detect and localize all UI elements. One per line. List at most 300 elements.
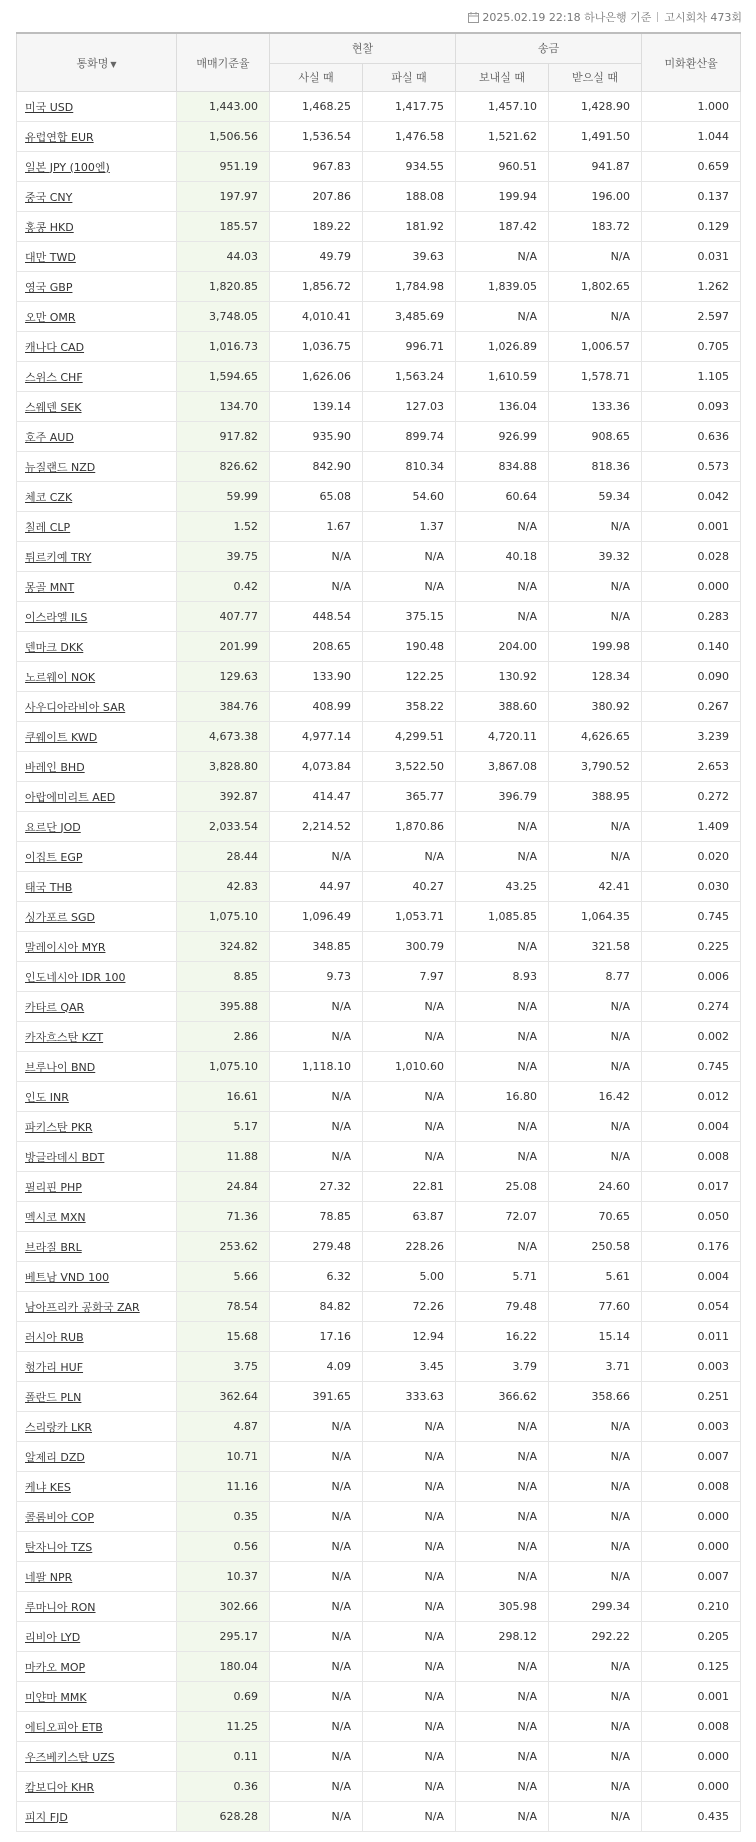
usd-rate-cell: 0.003 [642, 1352, 741, 1382]
usd-rate-cell: 0.125 [642, 1652, 741, 1682]
base-rate-cell: 0.69 [177, 1682, 270, 1712]
currency-link[interactable]: 카자흐스탄 KZT [25, 1030, 104, 1044]
currency-link[interactable]: 이집트 EGP [25, 850, 83, 864]
currency-link[interactable]: 인도 INR [25, 1090, 69, 1104]
usd-rate-cell: 0.267 [642, 692, 741, 722]
remit-send-cell: N/A [456, 1232, 549, 1262]
cash-sell-cell: 365.77 [363, 782, 456, 812]
table-row [17, 722, 741, 752]
currency-link[interactable]: 태국 THB [25, 880, 73, 894]
cash-buy-cell: 1,036.75 [270, 332, 363, 362]
cash-buy-cell: 1,468.25 [270, 92, 363, 122]
base-rate-cell: 10.71 [177, 1442, 270, 1472]
cash-buy-cell: N/A [270, 1712, 363, 1742]
currency-link[interactable]: 아랍에미리트 AED [25, 790, 116, 804]
cash-buy-cell: 17.16 [270, 1322, 363, 1352]
currency-link[interactable]: 쿠웨이트 KWD [25, 730, 98, 744]
currency-link[interactable]: 남아프리카 공화국 ZAR [25, 1300, 140, 1314]
remit-receive-cell: 39.32 [549, 542, 642, 572]
usd-rate-cell: 1.409 [642, 812, 741, 842]
table-row [17, 362, 741, 392]
base-rate-cell: 42.83 [177, 872, 270, 902]
base-rate-cell: 3,748.05 [177, 302, 270, 332]
currency-link[interactable]: 루마니아 RON [25, 1600, 96, 1614]
currency-name-cell [17, 1772, 177, 1802]
remit-receive-cell: 380.92 [549, 692, 642, 722]
currency-link[interactable]: 우즈베키스탄 UZS [25, 1750, 115, 1764]
remit-send-cell: 1,085.85 [456, 902, 549, 932]
notice-date: 2025.02.19 22:18 [482, 10, 581, 24]
remit-send-cell: 130.92 [456, 662, 549, 692]
remit-send-cell: N/A [456, 572, 549, 602]
remit-receive-cell: N/A [549, 1052, 642, 1082]
currency-link[interactable]: 캐나다 CAD [25, 340, 85, 354]
currency-link[interactable]: 방글라데시 BDT [25, 1150, 105, 1164]
remit-receive-cell: N/A [549, 1712, 642, 1742]
cash-buy-cell: N/A [270, 1472, 363, 1502]
base-rate-cell: 1.52 [177, 512, 270, 542]
currency-name-cell [17, 1502, 177, 1532]
remit-receive-cell: N/A [549, 1112, 642, 1142]
table-row [17, 1352, 741, 1382]
base-rate-cell: 362.64 [177, 1382, 270, 1412]
currency-link[interactable]: 멕시코 MXN [25, 1210, 86, 1224]
table-row [17, 1742, 741, 1772]
cash-sell-cell: 1,010.60 [363, 1052, 456, 1082]
usd-rate-cell: 0.030 [642, 872, 741, 902]
remit-send-cell: N/A [456, 1802, 549, 1832]
cash-sell-cell: N/A [363, 1502, 456, 1532]
remit-send-cell: 8.93 [456, 962, 549, 992]
remit-send-cell: N/A [456, 812, 549, 842]
usd-rate-cell: 0.000 [642, 1502, 741, 1532]
usd-rate-cell: 0.001 [642, 512, 741, 542]
table-row [17, 1052, 741, 1082]
currency-link[interactable]: 대만 TWD [25, 250, 76, 264]
remit-send-cell: N/A [456, 1442, 549, 1472]
table-row [17, 152, 741, 182]
currency-name-cell [17, 1652, 177, 1682]
base-rate-cell: 302.66 [177, 1592, 270, 1622]
currency-link[interactable]: 오만 OMR [25, 310, 76, 324]
remit-send-cell: 1,026.89 [456, 332, 549, 362]
currency-link[interactable]: 헝가리 HUF [25, 1360, 84, 1374]
cash-sell-cell: 181.92 [363, 212, 456, 242]
currency-link[interactable]: 말레이시아 MYR [25, 940, 106, 954]
usd-rate-cell: 0.000 [642, 1772, 741, 1802]
base-rate-cell: 1,075.10 [177, 1052, 270, 1082]
cash-sell-cell: 1,784.98 [363, 272, 456, 302]
base-rate-cell: 3,828.80 [177, 752, 270, 782]
base-rate-cell: 0.35 [177, 1502, 270, 1532]
remit-send-cell: N/A [456, 1742, 549, 1772]
table-row [17, 1382, 741, 1412]
header-currency[interactable]: 통화명 ▼ [17, 33, 177, 92]
cash-buy-cell: 1,536.54 [270, 122, 363, 152]
usd-rate-cell: 0.705 [642, 332, 741, 362]
remit-receive-cell: N/A [549, 1802, 642, 1832]
cash-buy-cell: N/A [270, 542, 363, 572]
remit-send-cell: 199.94 [456, 182, 549, 212]
currency-link[interactable]: 유럽연합 EUR [25, 130, 94, 144]
remit-send-cell: 72.07 [456, 1202, 549, 1232]
usd-rate-cell: 0.007 [642, 1442, 741, 1472]
cash-sell-cell: N/A [363, 1592, 456, 1622]
base-rate-cell: 1,443.00 [177, 92, 270, 122]
remit-send-cell: 25.08 [456, 1172, 549, 1202]
currency-link[interactable]: 칠레 CLP [25, 520, 71, 534]
remit-send-cell: N/A [456, 1052, 549, 1082]
remit-send-cell: 40.18 [456, 542, 549, 572]
currency-link[interactable]: 필리핀 PHP [25, 1180, 82, 1194]
currency-link[interactable]: 싱가포르 SGD [25, 910, 95, 924]
remit-receive-cell: N/A [549, 512, 642, 542]
remit-receive-cell: 59.34 [549, 482, 642, 512]
cash-sell-cell: 1,563.24 [363, 362, 456, 392]
currency-name-cell [17, 962, 177, 992]
table-row [17, 302, 741, 332]
remit-send-cell: 16.22 [456, 1322, 549, 1352]
cash-buy-cell: N/A [270, 1022, 363, 1052]
remit-receive-cell: 77.60 [549, 1292, 642, 1322]
cash-sell-cell: 7.97 [363, 962, 456, 992]
currency-link[interactable]: 미얀마 MMK [25, 1690, 87, 1704]
remit-receive-cell: 42.41 [549, 872, 642, 902]
currency-link[interactable]: 호주 AUD [25, 430, 74, 444]
table-row [17, 1712, 741, 1742]
base-rate-cell: 0.56 [177, 1532, 270, 1562]
usd-rate-cell: 2.597 [642, 302, 741, 332]
cash-sell-cell: 333.63 [363, 1382, 456, 1412]
currency-name-cell [17, 92, 177, 122]
remit-send-cell: N/A [456, 602, 549, 632]
remit-receive-cell: N/A [549, 1772, 642, 1802]
remit-receive-cell: 3,790.52 [549, 752, 642, 782]
remit-send-cell: 388.60 [456, 692, 549, 722]
currency-name-cell [17, 992, 177, 1022]
currency-name-cell [17, 1352, 177, 1382]
currency-link[interactable]: 에티오피아 ETB [25, 1720, 103, 1734]
remit-receive-cell: 388.95 [549, 782, 642, 812]
cash-buy-cell: N/A [270, 1772, 363, 1802]
cash-sell-cell: N/A [363, 1562, 456, 1592]
currency-name-cell [17, 152, 177, 182]
remit-receive-cell: 128.34 [549, 662, 642, 692]
table-row [17, 272, 741, 302]
currency-link[interactable]: 마카오 MOP [25, 1660, 86, 1674]
usd-rate-cell: 0.042 [642, 482, 741, 512]
currency-link[interactable]: 사우디아라비아 SAR [25, 700, 126, 714]
remit-receive-cell: 1,578.71 [549, 362, 642, 392]
currency-link[interactable]: 영국 GBP [25, 280, 73, 294]
remit-send-cell: N/A [456, 1472, 549, 1502]
remit-receive-cell: N/A [549, 842, 642, 872]
usd-rate-cell: 0.090 [642, 662, 741, 692]
sort-down-icon[interactable]: ▼ [110, 59, 117, 69]
usd-rate-cell: 0.028 [642, 542, 741, 572]
usd-rate-cell: 1.262 [642, 272, 741, 302]
currency-link[interactable]: 튀르키예 TRY [25, 550, 92, 564]
currency-link[interactable]: 이스라엘 ILS [25, 610, 88, 624]
currency-link[interactable]: 캄보디아 KHR [25, 1780, 95, 1794]
currency-link[interactable]: 피지 FJD [25, 1810, 68, 1824]
table-row [17, 1022, 741, 1052]
cash-buy-cell: N/A [270, 1082, 363, 1112]
remit-send-cell: N/A [456, 1712, 549, 1742]
cash-buy-cell: N/A [270, 992, 363, 1022]
cash-buy-cell: 935.90 [270, 422, 363, 452]
cash-sell-cell: 190.48 [363, 632, 456, 662]
remit-send-cell: 3,867.08 [456, 752, 549, 782]
currency-link[interactable]: 노르웨이 NOK [25, 670, 96, 684]
base-rate-cell: 4.87 [177, 1412, 270, 1442]
remit-receive-cell: 1,428.90 [549, 92, 642, 122]
currency-link[interactable]: 홍콩 HKD [25, 220, 74, 234]
base-rate-cell: 3.75 [177, 1352, 270, 1382]
header-remit-send: 보내실 때 [456, 63, 549, 92]
currency-link[interactable]: 탄자니아 TZS [25, 1540, 93, 1554]
remit-receive-cell: 292.22 [549, 1622, 642, 1652]
currency-name-cell [17, 872, 177, 902]
cash-sell-cell: 996.71 [363, 332, 456, 362]
cash-buy-cell: 967.83 [270, 152, 363, 182]
cash-buy-cell: N/A [270, 1502, 363, 1532]
remit-send-cell: 1,457.10 [456, 92, 549, 122]
usd-rate-cell: 0.004 [642, 1262, 741, 1292]
currency-link[interactable]: 뉴질랜드 NZD [25, 460, 96, 474]
cash-sell-cell: 72.26 [363, 1292, 456, 1322]
currency-link[interactable]: 알제리 DZD [25, 1450, 85, 1464]
remit-send-cell: N/A [456, 1652, 549, 1682]
table-row [17, 242, 741, 272]
remit-send-cell: N/A [456, 1412, 549, 1442]
remit-receive-cell: N/A [549, 1502, 642, 1532]
base-rate-cell: 295.17 [177, 1622, 270, 1652]
usd-rate-cell: 0.000 [642, 572, 741, 602]
table-row [17, 1322, 741, 1352]
currency-name-cell [17, 1682, 177, 1712]
base-rate-cell: 15.68 [177, 1322, 270, 1352]
base-rate-cell: 180.04 [177, 1652, 270, 1682]
usd-rate-cell: 0.003 [642, 1412, 741, 1442]
cash-sell-cell: 3,522.50 [363, 752, 456, 782]
base-rate-cell: 24.84 [177, 1172, 270, 1202]
currency-link[interactable]: 미국 USD [25, 100, 74, 114]
usd-rate-cell: 3.239 [642, 722, 741, 752]
currency-link[interactable]: 브루나이 BND [25, 1060, 96, 1074]
remit-receive-cell: 24.60 [549, 1172, 642, 1202]
cash-sell-cell: 375.15 [363, 602, 456, 632]
currency-link[interactable]: 인도네시아 IDR 100 [25, 970, 126, 984]
currency-link[interactable]: 카타르 QAR [25, 1000, 85, 1014]
currency-link[interactable]: 요르단 JOD [25, 820, 81, 834]
currency-link[interactable]: 체코 CZK [25, 490, 73, 504]
table-row [17, 1112, 741, 1142]
base-rate-cell: 951.19 [177, 152, 270, 182]
usd-rate-cell: 1.000 [642, 92, 741, 122]
usd-rate-cell: 0.011 [642, 1322, 741, 1352]
cash-buy-cell: 4,010.41 [270, 302, 363, 332]
table-row [17, 482, 741, 512]
header-base-rate: 매매기준율 [177, 33, 270, 92]
usd-rate-cell: 2.653 [642, 752, 741, 782]
table-row [17, 422, 741, 452]
currency-link[interactable]: 바레인 BHD [25, 760, 85, 774]
table-row [17, 1292, 741, 1322]
remit-receive-cell: N/A [549, 992, 642, 1022]
cash-buy-cell: 139.14 [270, 392, 363, 422]
remit-receive-cell: 908.65 [549, 422, 642, 452]
remit-send-cell: 960.51 [456, 152, 549, 182]
usd-rate-cell: 0.000 [642, 1742, 741, 1772]
currency-link[interactable]: 몽골 MNT [25, 580, 75, 594]
table-row [17, 902, 741, 932]
cash-buy-cell: 84.82 [270, 1292, 363, 1322]
usd-rate-cell: 0.745 [642, 1052, 741, 1082]
usd-rate-cell: 0.006 [642, 962, 741, 992]
currency-link[interactable]: 브라질 BRL [25, 1240, 82, 1254]
cash-sell-cell: N/A [363, 542, 456, 572]
remit-receive-cell: N/A [549, 1472, 642, 1502]
currency-link[interactable]: 중국 CNY [25, 190, 73, 204]
remit-send-cell: 298.12 [456, 1622, 549, 1652]
remit-receive-cell: 299.34 [549, 1592, 642, 1622]
table-row [17, 812, 741, 842]
table-row [17, 572, 741, 602]
cash-buy-cell: N/A [270, 1562, 363, 1592]
currency-link[interactable]: 스웨덴 SEK [25, 400, 82, 414]
remit-receive-cell: 3.71 [549, 1352, 642, 1382]
base-rate-cell: 2.86 [177, 1022, 270, 1052]
cash-sell-cell: N/A [363, 1112, 456, 1142]
cash-buy-cell: 1,856.72 [270, 272, 363, 302]
base-rate-cell: 11.16 [177, 1472, 270, 1502]
remit-send-cell: N/A [456, 512, 549, 542]
table-row [17, 782, 741, 812]
remit-send-cell: N/A [456, 1682, 549, 1712]
currency-link[interactable]: 스리랑카 LKR [25, 1420, 92, 1434]
currency-link[interactable]: 러시아 RUB [25, 1330, 84, 1344]
cash-sell-cell: 934.55 [363, 152, 456, 182]
cash-buy-cell: N/A [270, 1442, 363, 1472]
currency-name-cell [17, 1592, 177, 1622]
currency-link[interactable]: 스위스 CHF [25, 370, 83, 384]
remit-receive-cell: N/A [549, 1652, 642, 1682]
cash-buy-cell: 49.79 [270, 242, 363, 272]
remit-receive-cell: 8.77 [549, 962, 642, 992]
base-rate-cell: 0.11 [177, 1742, 270, 1772]
currency-link[interactable]: 리비아 LYD [25, 1630, 81, 1644]
cash-sell-cell: 1,053.71 [363, 902, 456, 932]
cash-buy-cell: N/A [270, 1412, 363, 1442]
remit-send-cell: 926.99 [456, 422, 549, 452]
remit-send-cell: N/A [456, 1772, 549, 1802]
remit-send-cell: N/A [456, 242, 549, 272]
table-row [17, 1442, 741, 1472]
currency-name-cell [17, 1052, 177, 1082]
currency-link[interactable]: 파키스탄 PKR [25, 1120, 93, 1134]
currency-link[interactable]: 일본 JPY (100엔) [25, 160, 110, 174]
currency-link[interactable]: 덴마크 DKK [25, 640, 84, 654]
cash-buy-cell: N/A [270, 572, 363, 602]
table-row [17, 332, 741, 362]
table-row [17, 1652, 741, 1682]
currency-name-cell [17, 632, 177, 662]
cash-sell-cell: N/A [363, 1472, 456, 1502]
table-row [17, 1472, 741, 1502]
cash-sell-cell: 1,417.75 [363, 92, 456, 122]
base-rate-cell: 392.87 [177, 782, 270, 812]
remit-send-cell: 834.88 [456, 452, 549, 482]
table-row [17, 542, 741, 572]
usd-rate-cell: 0.020 [642, 842, 741, 872]
base-rate-cell: 1,820.85 [177, 272, 270, 302]
usd-rate-cell: 0.093 [642, 392, 741, 422]
usd-rate-cell: 0.001 [642, 1682, 741, 1712]
cash-sell-cell: 1,476.58 [363, 122, 456, 152]
usd-rate-cell: 0.008 [642, 1142, 741, 1172]
currency-name-cell [17, 722, 177, 752]
notice-bank: 하나은행 기준 [584, 11, 652, 24]
cash-buy-cell: N/A [270, 1142, 363, 1172]
cash-sell-cell: N/A [363, 1082, 456, 1112]
base-rate-cell: 71.36 [177, 1202, 270, 1232]
cash-sell-cell: N/A [363, 1802, 456, 1832]
remit-receive-cell: 250.58 [549, 1232, 642, 1262]
table-row [17, 602, 741, 632]
cash-buy-cell: 842.90 [270, 452, 363, 482]
base-rate-cell: 0.36 [177, 1772, 270, 1802]
table-row [17, 1202, 741, 1232]
table-row [17, 122, 741, 152]
currency-link[interactable]: 폴란드 PLN [25, 1390, 82, 1404]
header-remit: 송금 [456, 33, 642, 63]
currency-name-cell [17, 812, 177, 842]
cash-buy-cell: 27.32 [270, 1172, 363, 1202]
currency-link[interactable]: 베트남 VND 100 [25, 1270, 110, 1284]
header-remit-receive: 받으실 때 [549, 63, 642, 92]
currency-name-cell [17, 782, 177, 812]
currency-name-cell [17, 1712, 177, 1742]
table-row [17, 512, 741, 542]
remit-send-cell: 136.04 [456, 392, 549, 422]
cash-buy-cell: 414.47 [270, 782, 363, 812]
base-rate-cell: 129.63 [177, 662, 270, 692]
usd-rate-cell: 1.044 [642, 122, 741, 152]
usd-rate-cell: 0.205 [642, 1622, 741, 1652]
cash-buy-cell: 1,118.10 [270, 1052, 363, 1082]
cash-sell-cell: 228.26 [363, 1232, 456, 1262]
table-row [17, 1592, 741, 1622]
currency-name-cell [17, 242, 177, 272]
usd-rate-cell: 0.002 [642, 1022, 741, 1052]
currency-link[interactable]: 네팔 NPR [25, 1570, 73, 1584]
remit-receive-cell: 16.42 [549, 1082, 642, 1112]
cash-sell-cell: 40.27 [363, 872, 456, 902]
usd-rate-cell: 0.031 [642, 242, 741, 272]
currency-name-cell [17, 932, 177, 962]
remit-receive-cell: N/A [549, 1022, 642, 1052]
cash-buy-cell: 4,073.84 [270, 752, 363, 782]
base-rate-cell: 917.82 [177, 422, 270, 452]
rate-table-body [17, 92, 741, 1832]
base-rate-cell: 8.85 [177, 962, 270, 992]
cash-buy-cell: 4.09 [270, 1352, 363, 1382]
currency-link[interactable]: 콜롬비아 COP [25, 1510, 94, 1524]
currency-link[interactable]: 케냐 KES [25, 1480, 71, 1494]
cash-sell-cell: N/A [363, 842, 456, 872]
cash-sell-cell: 1,870.86 [363, 812, 456, 842]
